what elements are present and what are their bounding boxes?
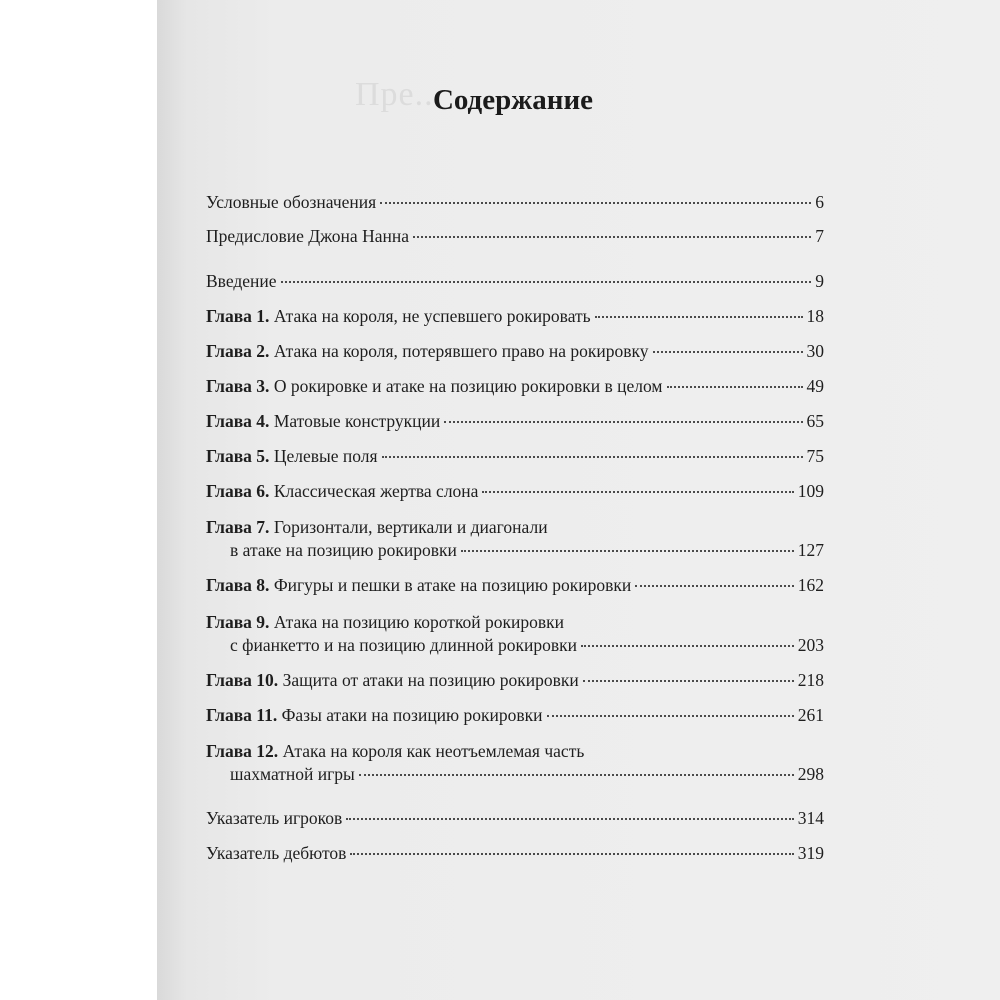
dot-leader: [382, 456, 803, 458]
toc-entry[interactable]: [206, 480, 824, 503]
chapter-number: Глава 5.: [206, 446, 270, 466]
toc-entry-label: [206, 807, 342, 830]
page-number: 162: [797, 575, 824, 595]
toc-entry-title: Атака на короля, потерявшего право на рокировку: [273, 341, 649, 361]
page-number: 319: [797, 843, 824, 863]
dot-leader: [281, 281, 812, 283]
toc-entry-title: Атака на короля как неотъемлемая часть: [282, 741, 585, 761]
page-number: 314: [797, 808, 824, 828]
dot-leader: [346, 818, 793, 820]
page-number: 203: [797, 635, 824, 655]
dot-leader: [635, 585, 793, 587]
toc-entry-label: [206, 704, 543, 727]
toc-entry-title: Указатель игроков: [206, 808, 343, 828]
dot-leader: [359, 774, 794, 776]
toc-entry-title: Целевые поля: [273, 446, 378, 466]
dot-leader: [581, 645, 794, 647]
dot-leader: [350, 853, 793, 855]
toc-entry[interactable]: [206, 740, 824, 786]
chapter-number: Глава 12.: [206, 741, 279, 761]
toc-entry-label: [206, 410, 440, 433]
toc-entry-label: [206, 842, 346, 865]
toc-entry-label: [206, 270, 277, 293]
toc-entry-title: О рокировке и атаке на позицию рокировки в целом: [273, 376, 663, 396]
toc-entry-title: Фазы атаки на позицию рокировки: [281, 705, 543, 725]
chapter-number: Глава 1.: [206, 306, 270, 326]
dot-leader: [583, 680, 794, 682]
chapter-number: Глава 9.: [206, 612, 270, 632]
dot-leader: [380, 202, 811, 204]
toc-entry[interactable]: [206, 191, 824, 214]
page-number: 75: [806, 446, 824, 466]
toc-entry-label: [206, 740, 584, 763]
bleed-through-text: Пре...: [355, 76, 444, 113]
toc-entry-label: [206, 669, 579, 692]
toc-entry-label: [206, 225, 409, 248]
toc-entry-label: [206, 480, 478, 503]
dot-leader: [547, 715, 794, 717]
toc-entry-continuation: шахматной игры: [230, 764, 355, 784]
toc-entry-title: Защита от атаки на позицию рокировки: [282, 670, 579, 690]
page-number: 261: [797, 705, 824, 725]
toc-entry-title: Предисловие Джона Нанна: [206, 226, 409, 246]
toc-entry-label: [206, 516, 548, 539]
dot-leader: [413, 236, 811, 238]
toc-entry-label: [206, 574, 631, 597]
page-number: 49: [806, 376, 824, 396]
page-number: 9: [815, 271, 824, 291]
toc-entry-continuation: с фианкетто и на позицию длинной рокировки: [230, 635, 578, 655]
page-number: 7: [815, 226, 824, 246]
dot-leader: [482, 491, 793, 493]
chapter-number: Глава 6.: [206, 481, 270, 501]
toc-entry-label: [206, 191, 376, 214]
toc-entry[interactable]: [206, 410, 824, 433]
toc-entry[interactable]: [206, 669, 824, 692]
toc-entry-title: Горизонтали, вертикали и диагонали: [273, 517, 548, 537]
toc-entry[interactable]: [206, 807, 824, 830]
page-number: 218: [797, 670, 824, 690]
toc-entry-title: Фигуры и пешки в атаке на позицию рокировки: [273, 575, 632, 595]
toc-entry[interactable]: [206, 445, 824, 468]
page-number: 18: [806, 306, 824, 326]
chapter-number: Глава 3.: [206, 376, 270, 396]
toc-entry[interactable]: [206, 375, 824, 398]
toc-entry[interactable]: [206, 704, 824, 727]
toc-entry-title: Классическая жертва слона: [273, 481, 479, 501]
toc-entry[interactable]: [206, 516, 824, 562]
toc-entry[interactable]: [206, 574, 824, 597]
chapter-number: Глава 2.: [206, 341, 270, 361]
dot-leader: [653, 351, 803, 353]
chapter-number: Глава 8.: [206, 575, 270, 595]
toc-entry-label: [206, 375, 663, 398]
toc-entry-title: Введение: [206, 271, 277, 291]
toc-entry-label: [206, 445, 378, 468]
toc-entry[interactable]: [206, 225, 824, 248]
chapter-number: Глава 10.: [206, 670, 279, 690]
chapter-number: Глава 4.: [206, 411, 270, 431]
toc-entry-title: Атака на позицию короткой рокировки: [273, 612, 565, 632]
page-number: 127: [797, 540, 824, 560]
toc-entry-label: [206, 305, 591, 328]
toc-entry[interactable]: [206, 842, 824, 865]
page-number: 6: [815, 192, 824, 212]
chapter-number: Глава 11.: [206, 705, 278, 725]
page-number: 109: [797, 481, 824, 501]
toc-entry[interactable]: [206, 611, 824, 657]
page-title: Содержание: [432, 84, 594, 116]
toc-entry-title: Указатель дебютов: [206, 843, 347, 863]
toc-entry[interactable]: [206, 340, 824, 363]
toc-entry-label: [206, 340, 649, 363]
toc-entry-title: Атака на короля, не успевшего рокировать: [273, 306, 591, 326]
page-number: 298: [797, 764, 824, 784]
toc-entry-continuation: в атаке на позицию рокировки: [230, 540, 457, 560]
page-number: 65: [806, 411, 824, 431]
toc-entry-title: Матовые конструкции: [273, 411, 441, 431]
toc-entry-label: [206, 611, 564, 634]
chapter-number: Глава 7.: [206, 517, 270, 537]
toc-entry-title: Условные обозначения: [206, 192, 377, 212]
toc-entry[interactable]: [206, 270, 824, 293]
page-number: 30: [806, 341, 824, 361]
toc-entry[interactable]: [206, 305, 824, 328]
dot-leader: [444, 421, 802, 423]
dot-leader: [461, 550, 794, 552]
dot-leader: [595, 316, 803, 318]
dot-leader: [667, 386, 803, 388]
